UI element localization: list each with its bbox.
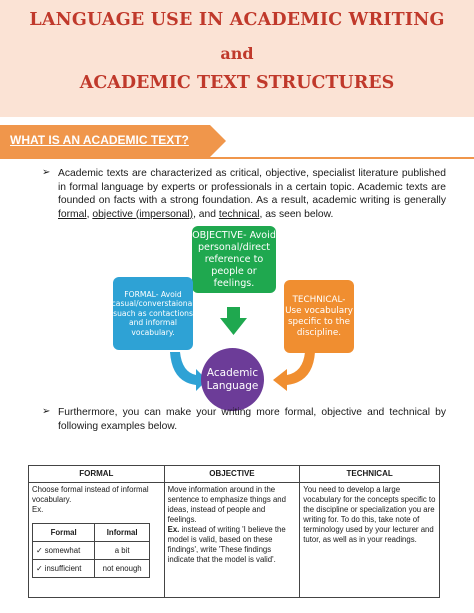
examples-table <box>28 465 440 598</box>
section-heading: WHAT IS AN ACADEMIC TEXT? <box>10 133 189 147</box>
academic-language-circle: Academic Language <box>201 348 264 411</box>
formal-informal-table <box>32 523 150 578</box>
objective-term: objective (impersonal) <box>92 208 194 220</box>
check-icon: ✓ <box>36 545 43 555</box>
bullet-arrow-icon: ➢ <box>42 406 51 417</box>
formal-box: FORMAL- Avoid casual/converstaional suach as contactions and informal vocabulary. <box>113 277 193 350</box>
page-subtitle: ACADEMIC TEXT STRUCTURES <box>79 73 395 93</box>
table-header-row <box>29 466 440 483</box>
objective-box: OBJECTIVE- Avoid personal/direct reference to people or feelings. <box>192 226 276 293</box>
arrow-down-icon <box>220 307 247 335</box>
formal-cell: Choose formal instead of informal vocabulary. Ex. Formal Informal ✓ somewhat a bit ✓ insufficient not enough <box>29 483 165 598</box>
formal-term: formal <box>58 208 87 220</box>
col-header-formal: FORMAL <box>29 466 165 483</box>
col-header-technical: TECHNICAL <box>300 466 440 483</box>
followup-paragraph: Furthermore, you can make your writing more formal, objective and technical by following examples below. <box>58 407 446 432</box>
table-row: ✓ insufficient not enough <box>33 560 150 578</box>
col-header-objective: OBJECTIVE <box>164 466 300 483</box>
technical-cell: You need to develop a large vocabulary for the concepts specific to the discipline or specialization you are writing for. To do this, take note of terminology used by your lecturer and tutor, as well as in your readings. <box>300 483 440 598</box>
objective-cell: Move information around in the sentence to emphasize things and ideas, instead of people and feelings. Ex. instead of writing 'I believe the model is valid, based on these findings', write 'These findings indicate that the model is valid'. <box>164 483 300 598</box>
check-icon: ✓ <box>36 563 43 573</box>
intro-paragraph: Academic texts are characterized as critical, objective, specialist literature published in formal language by experts or professionals in a certain topic. Academic texts are founded on facts with a strong foundation. As a result, academic writing is generally formal, objective (impersonal), and technical, as seen below. <box>58 168 446 220</box>
table-row <box>29 483 440 598</box>
title-connector: and <box>220 44 254 63</box>
technical-box: TECHNICAL- Use vocabulary specific to the discipline. <box>284 280 354 353</box>
page-title: LANGUAGE USE IN ACADEMIC WRITING <box>29 10 445 30</box>
table-row: Formal Informal <box>33 524 150 542</box>
technical-term: technical <box>218 208 260 220</box>
bullet-arrow-icon: ➢ <box>42 167 51 178</box>
arrow-curve-right-icon <box>273 352 315 391</box>
table-row: ✓ somewhat a bit <box>33 542 150 560</box>
